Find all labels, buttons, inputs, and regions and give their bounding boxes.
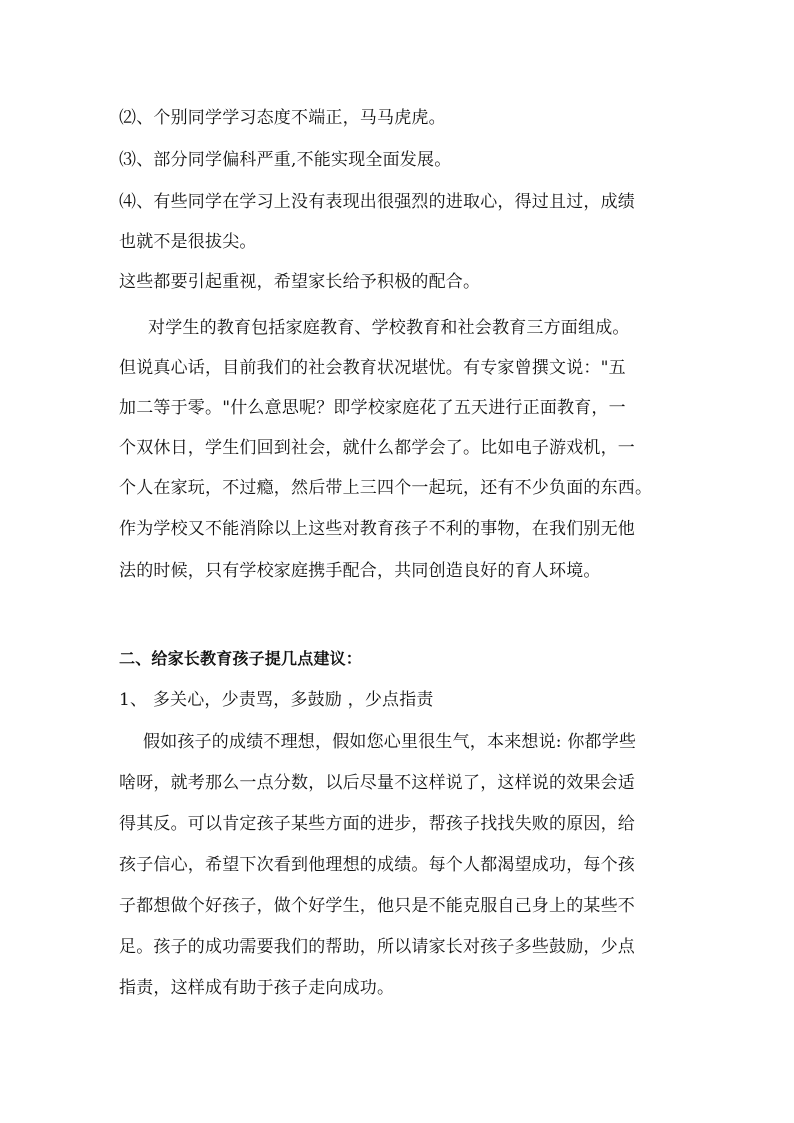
paragraph1-line-5: 个人在家玩，不过瘾，然后带上三四个一起玩，还有不少负面的东西。 [119, 478, 653, 498]
paragraph1-line-7: 法的时候，只有学校家庭携手配合，共同创造良好的育人环境。 [119, 561, 601, 581]
paragraph2-line-6: 足。孩子的成功需要我们的帮助，所以请家长对孩子多些鼓励，少点 [119, 937, 635, 957]
paragraph1-line-4: 个双休日，学生们回到社会，就什么都学会了。比如电子游戏机，一 [119, 438, 635, 458]
paragraph2-line-2: 啥呀，就考那么一点分数，以后尽量不这样说了，这样说的效果会适 [119, 773, 635, 793]
section-heading: 二、给家长教育孩子提几点建议： [119, 649, 363, 668]
paragraph1-line-1: 对学生的教育包括家庭教育、学校教育和社会教育三方面组成。 [148, 318, 630, 338]
paragraph1-line-3: 加二等于零。"什么意思呢？即学校家庭花了五天进行正面教育，一 [119, 398, 626, 418]
suggestion-title: 1、 多关心，少责骂，多鼓励 ，少点指责 [119, 690, 434, 710]
list-item-4-continued: 也就不是很拔尖。 [119, 232, 257, 252]
paragraph1-line-6: 作为学校又不能消除以上这些对教育孩子不利的事物，在我们别无他 [119, 519, 635, 539]
paragraph2-line-3: 得其反。可以肯定孩子某些方面的进步，帮孩子找找失败的原因，给 [119, 814, 635, 834]
paragraph2-line-7: 指责，这样成有助于孩子走向成功。 [119, 978, 395, 998]
paragraph2-line-4: 孩子信心，希望下次看到他理想的成绩。每个人都渴望成功，每个孩 [119, 855, 635, 875]
list-item-4: ⑷、有些同学在学习上没有表现出很强烈的进取心，得过且过，成绩 [119, 192, 635, 212]
list-item-3: ⑶、部分同学偏科严重,不能实现全面发展。 [119, 150, 452, 170]
paragraph1-line-2: 但说真心话，目前我们的社会教育状况堪忧。有专家曾撰文说："五 [119, 358, 626, 378]
list-item-2: ⑵、个别同学学习态度不端正，马马虎虎。 [119, 108, 446, 128]
attention-line: 这些都要引起重视，希望家长给予积极的配合。 [119, 272, 481, 292]
paragraph2-line-1: 假如孩子的成绩不理想，假如您心里很生气，本来想说: 你都学些 [143, 732, 637, 752]
paragraph2-line-5: 子都想做个好孩子，做个好学生，他只是不能克服自己身上的某些不 [119, 896, 635, 916]
